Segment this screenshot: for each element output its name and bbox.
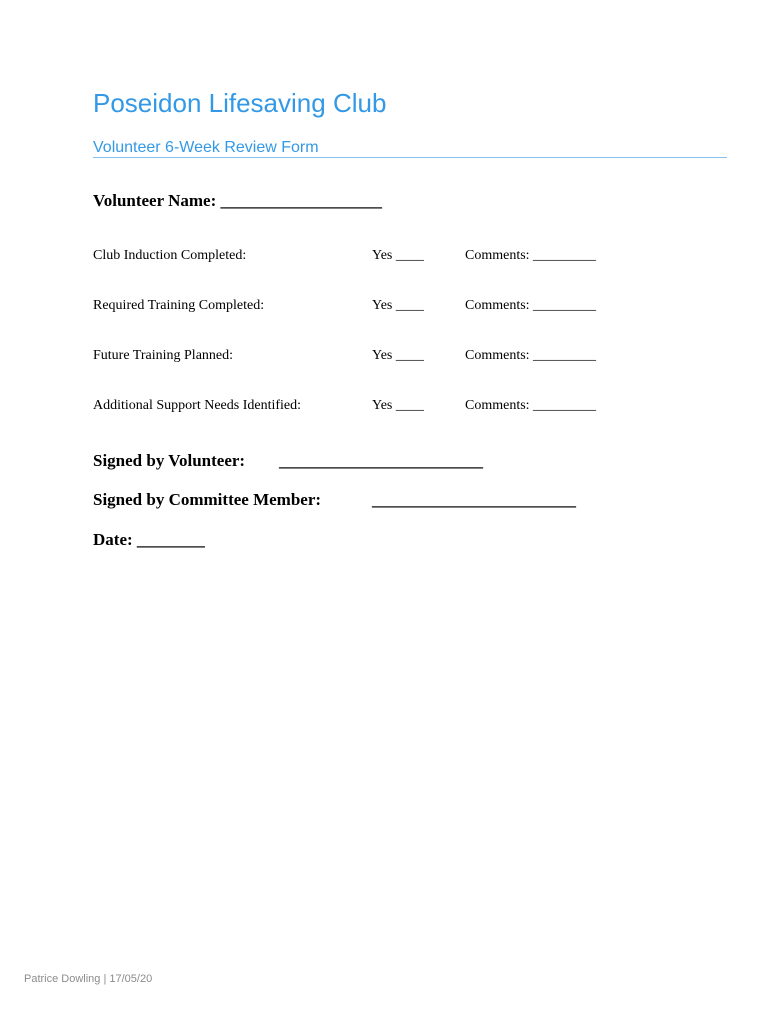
comments-field: Comments: _________ [465,348,597,363]
yes-field: Yes ____ [372,298,424,313]
yes-field: Yes ____ [372,248,424,263]
checklist-row-required-training [0,298,770,318]
comments-field: Comments: _________ [465,398,597,413]
volunteer-signature-line: ________________________ [279,451,483,470]
signed-by-committee-label: Signed by Committee Member: [93,490,322,509]
checklist-row-future-training [0,348,770,368]
page-footer: Patrice Dowling | 17/05/20 [24,973,153,985]
page-title: Poseidon Lifesaving Club [93,88,387,118]
checklist-label: Future Training Planned: [93,348,234,363]
checklist-row-support-needs [0,398,770,418]
checklist-row-induction [0,248,770,268]
form-subtitle: Volunteer 6-Week Review Form [93,139,319,156]
yes-field: Yes ____ [372,348,424,363]
date-field: Date: ________ [93,530,205,549]
comments-field: Comments: _________ [465,298,597,313]
signed-by-volunteer-row [0,451,770,473]
yes-field: Yes ____ [372,398,424,413]
committee-signature-line: ________________________ [372,490,576,509]
subtitle-divider [93,157,727,158]
checklist-label: Club Induction Completed: [93,248,247,263]
comments-field: Comments: _________ [465,248,597,263]
checklist-label: Required Training Completed: [93,298,265,313]
checklist-label: Additional Support Needs Identified: [93,398,302,413]
volunteer-name-field: Volunteer Name: ___________________ [93,191,382,210]
signed-by-volunteer-label: Signed by Volunteer: [93,451,246,470]
signed-by-committee-row [0,490,770,512]
